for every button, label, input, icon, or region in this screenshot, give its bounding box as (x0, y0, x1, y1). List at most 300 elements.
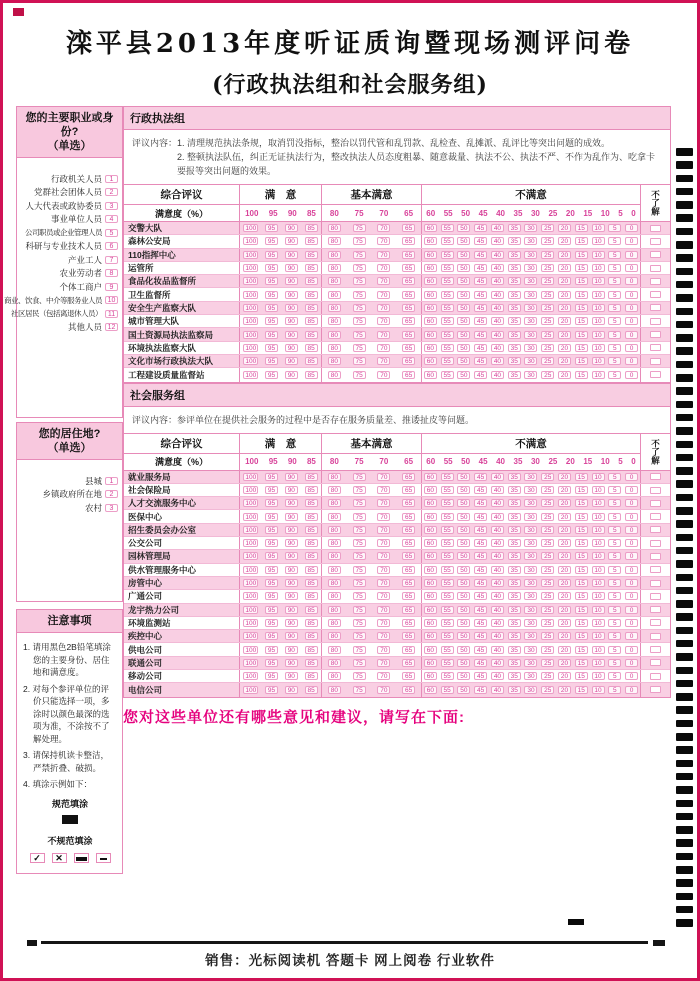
score-bubble-95[interactable]: 95 (265, 686, 278, 694)
score-bubble-0[interactable]: 0 (625, 579, 638, 587)
score-bubble-5[interactable]: 5 (608, 659, 621, 667)
score-bubble-20[interactable]: 20 (558, 317, 571, 325)
score-bubble-55[interactable]: 55 (441, 539, 454, 547)
score-bubble-100[interactable]: 100 (245, 304, 257, 312)
score-bubble-0[interactable]: 0 (625, 331, 638, 339)
score-bubble-20[interactable]: 20 (558, 371, 571, 379)
score-bubble-35[interactable]: 35 (508, 592, 521, 600)
score-bubble-0[interactable]: 0 (625, 686, 638, 694)
score-bubble-0[interactable]: 0 (625, 566, 638, 574)
score-bubble-10[interactable]: 10 (592, 566, 605, 574)
score-bubble-35[interactable]: 35 (508, 606, 521, 614)
score-bubble-95[interactable]: 95 (265, 606, 278, 614)
score-bubble-70[interactable]: 70 (377, 331, 390, 339)
score-bubble-80[interactable]: 80 (328, 357, 341, 365)
score-bubble-20[interactable]: 20 (558, 291, 571, 299)
score-bubble-5[interactable]: 5 (608, 579, 621, 587)
score-bubble-35[interactable]: 35 (508, 566, 521, 574)
score-bubble-85[interactable]: 85 (305, 371, 318, 379)
score-bubble-10[interactable]: 10 (592, 526, 605, 534)
score-bubble-100[interactable]: 100 (245, 371, 257, 379)
score-bubble-65[interactable]: 65 (402, 659, 415, 667)
score-bubble-80[interactable]: 80 (328, 619, 341, 627)
score-bubble-5[interactable]: 5 (608, 371, 621, 379)
score-bubble-10[interactable]: 10 (592, 552, 605, 560)
score-bubble-80[interactable]: 80 (328, 304, 341, 312)
score-bubble-15[interactable]: 15 (575, 264, 588, 272)
score-bubble-90[interactable]: 90 (285, 579, 298, 587)
score-bubble-15[interactable]: 15 (575, 672, 588, 680)
score-bubble-90[interactable]: 90 (285, 486, 298, 494)
score-bubble-50[interactable]: 50 (457, 486, 470, 494)
score-bubble-50[interactable]: 50 (457, 371, 470, 379)
score-bubble-100[interactable]: 100 (245, 513, 257, 521)
score-bubble-25[interactable]: 25 (541, 526, 554, 534)
score-bubble-15[interactable]: 15 (575, 619, 588, 627)
score-bubble-65[interactable]: 65 (402, 619, 415, 627)
score-bubble-60[interactable]: 60 (424, 659, 437, 667)
unknown-checkbox[interactable] (650, 371, 661, 378)
score-bubble-95[interactable]: 95 (265, 237, 278, 245)
score-bubble-10[interactable]: 10 (592, 357, 605, 365)
score-bubble-20[interactable]: 20 (558, 632, 571, 640)
score-bubble-40[interactable]: 40 (491, 632, 504, 640)
score-bubble-65[interactable]: 65 (402, 632, 415, 640)
score-bubble-65[interactable]: 65 (402, 526, 415, 534)
score-bubble-45[interactable]: 45 (474, 539, 487, 547)
score-bubble-100[interactable]: 100 (245, 619, 257, 627)
score-bubble-65[interactable]: 65 (402, 552, 415, 560)
score-bubble-15[interactable]: 15 (575, 499, 588, 507)
score-bubble-10[interactable]: 10 (592, 264, 605, 272)
unknown-checkbox[interactable] (650, 540, 661, 547)
score-bubble-5[interactable]: 5 (608, 291, 621, 299)
score-bubble-90[interactable]: 90 (285, 566, 298, 574)
unknown-checkbox[interactable] (650, 278, 661, 285)
score-bubble-70[interactable]: 70 (377, 224, 390, 232)
score-bubble-70[interactable]: 70 (377, 317, 390, 325)
score-bubble-60[interactable]: 60 (424, 473, 437, 481)
score-bubble-85[interactable]: 85 (305, 659, 318, 667)
unknown-checkbox[interactable] (650, 580, 661, 587)
score-bubble-90[interactable]: 90 (285, 251, 298, 259)
score-bubble-45[interactable]: 45 (474, 357, 487, 365)
score-bubble-10[interactable]: 10 (592, 304, 605, 312)
score-bubble-55[interactable]: 55 (441, 473, 454, 481)
score-bubble-85[interactable]: 85 (305, 526, 318, 534)
score-bubble-75[interactable]: 75 (353, 659, 366, 667)
score-bubble-10[interactable]: 10 (592, 331, 605, 339)
score-bubble-65[interactable]: 65 (402, 357, 415, 365)
score-bubble-85[interactable]: 85 (305, 619, 318, 627)
unknown-checkbox[interactable] (650, 686, 661, 693)
score-bubble-85[interactable]: 85 (305, 486, 318, 494)
score-bubble-10[interactable]: 10 (592, 224, 605, 232)
score-bubble-80[interactable]: 80 (328, 606, 341, 614)
score-bubble-55[interactable]: 55 (441, 579, 454, 587)
score-bubble-35[interactable]: 35 (508, 632, 521, 640)
score-bubble-70[interactable]: 70 (377, 251, 390, 259)
score-bubble-55[interactable]: 55 (441, 499, 454, 507)
score-bubble-100[interactable]: 100 (245, 251, 257, 259)
score-bubble-20[interactable]: 20 (558, 513, 571, 521)
score-bubble-55[interactable]: 55 (441, 237, 454, 245)
score-bubble-75[interactable]: 75 (353, 486, 366, 494)
score-bubble-40[interactable]: 40 (491, 357, 504, 365)
score-bubble-30[interactable]: 30 (524, 619, 537, 627)
score-bubble-20[interactable]: 20 (558, 224, 571, 232)
score-bubble-50[interactable]: 50 (457, 264, 470, 272)
score-bubble-45[interactable]: 45 (474, 566, 487, 574)
score-bubble-80[interactable]: 80 (328, 539, 341, 547)
score-bubble-30[interactable]: 30 (524, 473, 537, 481)
score-bubble-95[interactable]: 95 (265, 566, 278, 574)
score-bubble-95[interactable]: 95 (265, 344, 278, 352)
score-bubble-75[interactable]: 75 (353, 499, 366, 507)
score-bubble-75[interactable]: 75 (353, 566, 366, 574)
score-bubble-20[interactable]: 20 (558, 473, 571, 481)
score-bubble-80[interactable]: 80 (328, 473, 341, 481)
score-bubble-25[interactable]: 25 (541, 579, 554, 587)
score-bubble-80[interactable]: 80 (328, 499, 341, 507)
score-bubble-40[interactable]: 40 (491, 606, 504, 614)
option-bubble-2[interactable]: 2 (105, 188, 118, 196)
score-bubble-80[interactable]: 80 (328, 526, 341, 534)
score-bubble-40[interactable]: 40 (491, 619, 504, 627)
score-bubble-80[interactable]: 80 (328, 632, 341, 640)
score-bubble-10[interactable]: 10 (592, 291, 605, 299)
score-bubble-95[interactable]: 95 (265, 277, 278, 285)
score-bubble-5[interactable]: 5 (608, 499, 621, 507)
score-bubble-75[interactable]: 75 (353, 632, 366, 640)
score-bubble-20[interactable]: 20 (558, 606, 571, 614)
score-bubble-95[interactable]: 95 (265, 304, 278, 312)
score-bubble-0[interactable]: 0 (625, 659, 638, 667)
score-bubble-0[interactable]: 0 (625, 672, 638, 680)
score-bubble-95[interactable]: 95 (265, 371, 278, 379)
score-bubble-20[interactable]: 20 (558, 344, 571, 352)
score-bubble-100[interactable]: 100 (245, 238, 257, 246)
score-bubble-90[interactable]: 90 (285, 646, 298, 654)
option-bubble-7[interactable]: 7 (105, 256, 118, 264)
score-bubble-95[interactable]: 95 (265, 486, 278, 494)
score-bubble-25[interactable]: 25 (541, 357, 554, 365)
unknown-checkbox[interactable] (650, 500, 661, 507)
score-bubble-25[interactable]: 25 (541, 291, 554, 299)
score-bubble-0[interactable]: 0 (625, 264, 638, 272)
score-bubble-75[interactable]: 75 (353, 473, 366, 481)
score-bubble-85[interactable]: 85 (305, 224, 318, 232)
score-bubble-30[interactable]: 30 (524, 304, 537, 312)
score-bubble-45[interactable]: 45 (474, 473, 487, 481)
score-bubble-55[interactable]: 55 (441, 619, 454, 627)
score-bubble-75[interactable]: 75 (353, 526, 366, 534)
score-bubble-60[interactable]: 60 (424, 632, 437, 640)
score-bubble-85[interactable]: 85 (305, 686, 318, 694)
score-bubble-25[interactable]: 25 (541, 264, 554, 272)
score-bubble-65[interactable]: 65 (402, 237, 415, 245)
score-bubble-20[interactable]: 20 (558, 592, 571, 600)
score-bubble-100[interactable]: 100 (245, 331, 257, 339)
option-bubble-12[interactable]: 12 (105, 323, 118, 331)
score-bubble-50[interactable]: 50 (457, 224, 470, 232)
score-bubble-55[interactable]: 55 (441, 251, 454, 259)
score-bubble-85[interactable]: 85 (305, 277, 318, 285)
score-bubble-0[interactable]: 0 (625, 317, 638, 325)
score-bubble-65[interactable]: 65 (402, 486, 415, 494)
score-bubble-20[interactable]: 20 (558, 499, 571, 507)
score-bubble-100[interactable]: 100 (245, 291, 257, 299)
score-bubble-40[interactable]: 40 (491, 237, 504, 245)
score-bubble-30[interactable]: 30 (524, 357, 537, 365)
score-bubble-45[interactable]: 45 (474, 304, 487, 312)
score-bubble-5[interactable]: 5 (608, 566, 621, 574)
score-bubble-25[interactable]: 25 (541, 686, 554, 694)
score-bubble-45[interactable]: 45 (474, 513, 487, 521)
score-bubble-5[interactable]: 5 (608, 526, 621, 534)
score-bubble-5[interactable]: 5 (608, 331, 621, 339)
score-bubble-30[interactable]: 30 (524, 539, 537, 547)
score-bubble-25[interactable]: 25 (541, 632, 554, 640)
score-bubble-25[interactable]: 25 (541, 486, 554, 494)
score-bubble-10[interactable]: 10 (592, 513, 605, 521)
score-bubble-60[interactable]: 60 (424, 237, 437, 245)
score-bubble-90[interactable]: 90 (285, 526, 298, 534)
score-bubble-15[interactable]: 15 (575, 513, 588, 521)
score-bubble-25[interactable]: 25 (541, 539, 554, 547)
score-bubble-70[interactable]: 70 (377, 526, 390, 534)
unknown-checkbox[interactable] (650, 225, 661, 232)
score-bubble-30[interactable]: 30 (524, 566, 537, 574)
score-bubble-20[interactable]: 20 (558, 264, 571, 272)
score-bubble-40[interactable]: 40 (491, 251, 504, 259)
score-bubble-90[interactable]: 90 (285, 237, 298, 245)
score-bubble-35[interactable]: 35 (508, 264, 521, 272)
score-bubble-50[interactable]: 50 (457, 686, 470, 694)
score-bubble-45[interactable]: 45 (474, 526, 487, 534)
unknown-checkbox[interactable] (650, 344, 661, 351)
score-bubble-30[interactable]: 30 (524, 344, 537, 352)
score-bubble-90[interactable]: 90 (285, 606, 298, 614)
score-bubble-70[interactable]: 70 (377, 371, 390, 379)
score-bubble-60[interactable]: 60 (424, 317, 437, 325)
score-bubble-25[interactable]: 25 (541, 552, 554, 560)
score-bubble-90[interactable]: 90 (285, 539, 298, 547)
score-bubble-95[interactable]: 95 (265, 317, 278, 325)
score-bubble-75[interactable]: 75 (353, 371, 366, 379)
option-bubble-1[interactable]: 1 (105, 477, 118, 485)
score-bubble-5[interactable]: 5 (608, 619, 621, 627)
unknown-checkbox[interactable] (650, 646, 661, 653)
score-bubble-30[interactable]: 30 (524, 646, 537, 654)
score-bubble-95[interactable]: 95 (265, 291, 278, 299)
score-bubble-70[interactable]: 70 (377, 579, 390, 587)
score-bubble-85[interactable]: 85 (305, 357, 318, 365)
score-bubble-70[interactable]: 70 (377, 473, 390, 481)
score-bubble-15[interactable]: 15 (575, 552, 588, 560)
score-bubble-60[interactable]: 60 (424, 606, 437, 614)
score-bubble-85[interactable]: 85 (305, 331, 318, 339)
score-bubble-65[interactable]: 65 (402, 264, 415, 272)
score-bubble-25[interactable]: 25 (541, 659, 554, 667)
unknown-checkbox[interactable] (650, 487, 661, 494)
score-bubble-20[interactable]: 20 (558, 672, 571, 680)
score-bubble-45[interactable]: 45 (474, 579, 487, 587)
score-bubble-0[interactable]: 0 (625, 344, 638, 352)
score-bubble-45[interactable]: 45 (474, 237, 487, 245)
score-bubble-70[interactable]: 70 (377, 632, 390, 640)
score-bubble-35[interactable]: 35 (508, 277, 521, 285)
score-bubble-10[interactable]: 10 (592, 237, 605, 245)
score-bubble-80[interactable]: 80 (328, 592, 341, 600)
score-bubble-90[interactable]: 90 (285, 619, 298, 627)
option-bubble-9[interactable]: 9 (105, 283, 118, 291)
score-bubble-100[interactable]: 100 (245, 344, 257, 352)
score-bubble-60[interactable]: 60 (424, 264, 437, 272)
score-bubble-85[interactable]: 85 (305, 237, 318, 245)
score-bubble-45[interactable]: 45 (474, 499, 487, 507)
score-bubble-80[interactable]: 80 (328, 224, 341, 232)
option-bubble-11[interactable]: 11 (105, 310, 118, 318)
score-bubble-40[interactable]: 40 (491, 224, 504, 232)
score-bubble-55[interactable]: 55 (441, 646, 454, 654)
score-bubble-45[interactable]: 45 (474, 486, 487, 494)
score-bubble-85[interactable]: 85 (305, 579, 318, 587)
score-bubble-95[interactable]: 95 (265, 619, 278, 627)
score-bubble-55[interactable]: 55 (441, 291, 454, 299)
score-bubble-20[interactable]: 20 (558, 659, 571, 667)
score-bubble-80[interactable]: 80 (328, 331, 341, 339)
score-bubble-5[interactable]: 5 (608, 344, 621, 352)
score-bubble-30[interactable]: 30 (524, 659, 537, 667)
score-bubble-35[interactable]: 35 (508, 304, 521, 312)
score-bubble-70[interactable]: 70 (377, 357, 390, 365)
score-bubble-90[interactable]: 90 (285, 659, 298, 667)
score-bubble-100[interactable]: 100 (245, 225, 257, 233)
score-bubble-50[interactable]: 50 (457, 672, 470, 680)
score-bubble-20[interactable]: 20 (558, 331, 571, 339)
score-bubble-10[interactable]: 10 (592, 592, 605, 600)
score-bubble-75[interactable]: 75 (353, 317, 366, 325)
score-bubble-75[interactable]: 75 (353, 552, 366, 560)
score-bubble-90[interactable]: 90 (285, 592, 298, 600)
score-bubble-100[interactable]: 100 (245, 526, 257, 534)
score-bubble-90[interactable]: 90 (285, 344, 298, 352)
score-bubble-70[interactable]: 70 (377, 659, 390, 667)
score-bubble-70[interactable]: 70 (377, 304, 390, 312)
score-bubble-75[interactable]: 75 (353, 513, 366, 521)
option-bubble-4[interactable]: 4 (105, 215, 118, 223)
score-bubble-35[interactable]: 35 (508, 473, 521, 481)
option-bubble-2[interactable]: 2 (105, 490, 118, 498)
score-bubble-95[interactable]: 95 (265, 632, 278, 640)
score-bubble-100[interactable]: 100 (245, 673, 257, 681)
score-bubble-35[interactable]: 35 (508, 224, 521, 232)
score-bubble-10[interactable]: 10 (592, 251, 605, 259)
score-bubble-0[interactable]: 0 (625, 513, 638, 521)
score-bubble-30[interactable]: 30 (524, 579, 537, 587)
score-bubble-40[interactable]: 40 (491, 344, 504, 352)
score-bubble-60[interactable]: 60 (424, 646, 437, 654)
score-bubble-55[interactable]: 55 (441, 277, 454, 285)
score-bubble-55[interactable]: 55 (441, 606, 454, 614)
score-bubble-60[interactable]: 60 (424, 539, 437, 547)
score-bubble-0[interactable]: 0 (625, 277, 638, 285)
score-bubble-25[interactable]: 25 (541, 592, 554, 600)
score-bubble-35[interactable]: 35 (508, 552, 521, 560)
score-bubble-85[interactable]: 85 (305, 606, 318, 614)
score-bubble-70[interactable]: 70 (377, 344, 390, 352)
score-bubble-15[interactable]: 15 (575, 277, 588, 285)
score-bubble-90[interactable]: 90 (285, 513, 298, 521)
score-bubble-80[interactable]: 80 (328, 344, 341, 352)
score-bubble-55[interactable]: 55 (441, 526, 454, 534)
score-bubble-30[interactable]: 30 (524, 526, 537, 534)
score-bubble-75[interactable]: 75 (353, 264, 366, 272)
score-bubble-15[interactable]: 15 (575, 251, 588, 259)
score-bubble-50[interactable]: 50 (457, 344, 470, 352)
score-bubble-100[interactable]: 100 (245, 606, 257, 614)
score-bubble-75[interactable]: 75 (353, 539, 366, 547)
score-bubble-90[interactable]: 90 (285, 672, 298, 680)
option-bubble-5[interactable]: 5 (105, 229, 118, 237)
score-bubble-5[interactable]: 5 (608, 513, 621, 521)
unknown-checkbox[interactable] (650, 331, 661, 338)
score-bubble-10[interactable]: 10 (592, 659, 605, 667)
score-bubble-35[interactable]: 35 (508, 357, 521, 365)
score-bubble-35[interactable]: 35 (508, 291, 521, 299)
score-bubble-60[interactable]: 60 (424, 277, 437, 285)
score-bubble-25[interactable]: 25 (541, 277, 554, 285)
score-bubble-0[interactable]: 0 (625, 486, 638, 494)
score-bubble-35[interactable]: 35 (508, 486, 521, 494)
score-bubble-20[interactable]: 20 (558, 357, 571, 365)
score-bubble-60[interactable]: 60 (424, 371, 437, 379)
score-bubble-75[interactable]: 75 (353, 277, 366, 285)
score-bubble-100[interactable]: 100 (245, 487, 257, 494)
score-bubble-80[interactable]: 80 (328, 646, 341, 654)
score-bubble-95[interactable]: 95 (265, 659, 278, 667)
score-bubble-35[interactable]: 35 (508, 672, 521, 680)
score-bubble-30[interactable]: 30 (524, 264, 537, 272)
unknown-checkbox[interactable] (650, 358, 661, 365)
score-bubble-100[interactable]: 100 (245, 265, 257, 273)
score-bubble-5[interactable]: 5 (608, 686, 621, 694)
score-bubble-50[interactable]: 50 (457, 304, 470, 312)
score-bubble-55[interactable]: 55 (441, 486, 454, 494)
score-bubble-30[interactable]: 30 (524, 224, 537, 232)
score-bubble-70[interactable]: 70 (377, 539, 390, 547)
score-bubble-60[interactable]: 60 (424, 291, 437, 299)
score-bubble-15[interactable]: 15 (575, 317, 588, 325)
score-bubble-70[interactable]: 70 (377, 646, 390, 654)
score-bubble-20[interactable]: 20 (558, 539, 571, 547)
score-bubble-75[interactable]: 75 (353, 646, 366, 654)
score-bubble-65[interactable]: 65 (402, 371, 415, 379)
score-bubble-5[interactable]: 5 (608, 224, 621, 232)
score-bubble-60[interactable]: 60 (424, 357, 437, 365)
score-bubble-60[interactable]: 60 (424, 672, 437, 680)
score-bubble-80[interactable]: 80 (328, 513, 341, 521)
score-bubble-10[interactable]: 10 (592, 344, 605, 352)
score-bubble-0[interactable]: 0 (625, 592, 638, 600)
score-bubble-95[interactable]: 95 (265, 539, 278, 547)
score-bubble-60[interactable]: 60 (424, 592, 437, 600)
score-bubble-15[interactable]: 15 (575, 579, 588, 587)
score-bubble-65[interactable]: 65 (402, 539, 415, 547)
score-bubble-20[interactable]: 20 (558, 646, 571, 654)
score-bubble-70[interactable]: 70 (377, 264, 390, 272)
